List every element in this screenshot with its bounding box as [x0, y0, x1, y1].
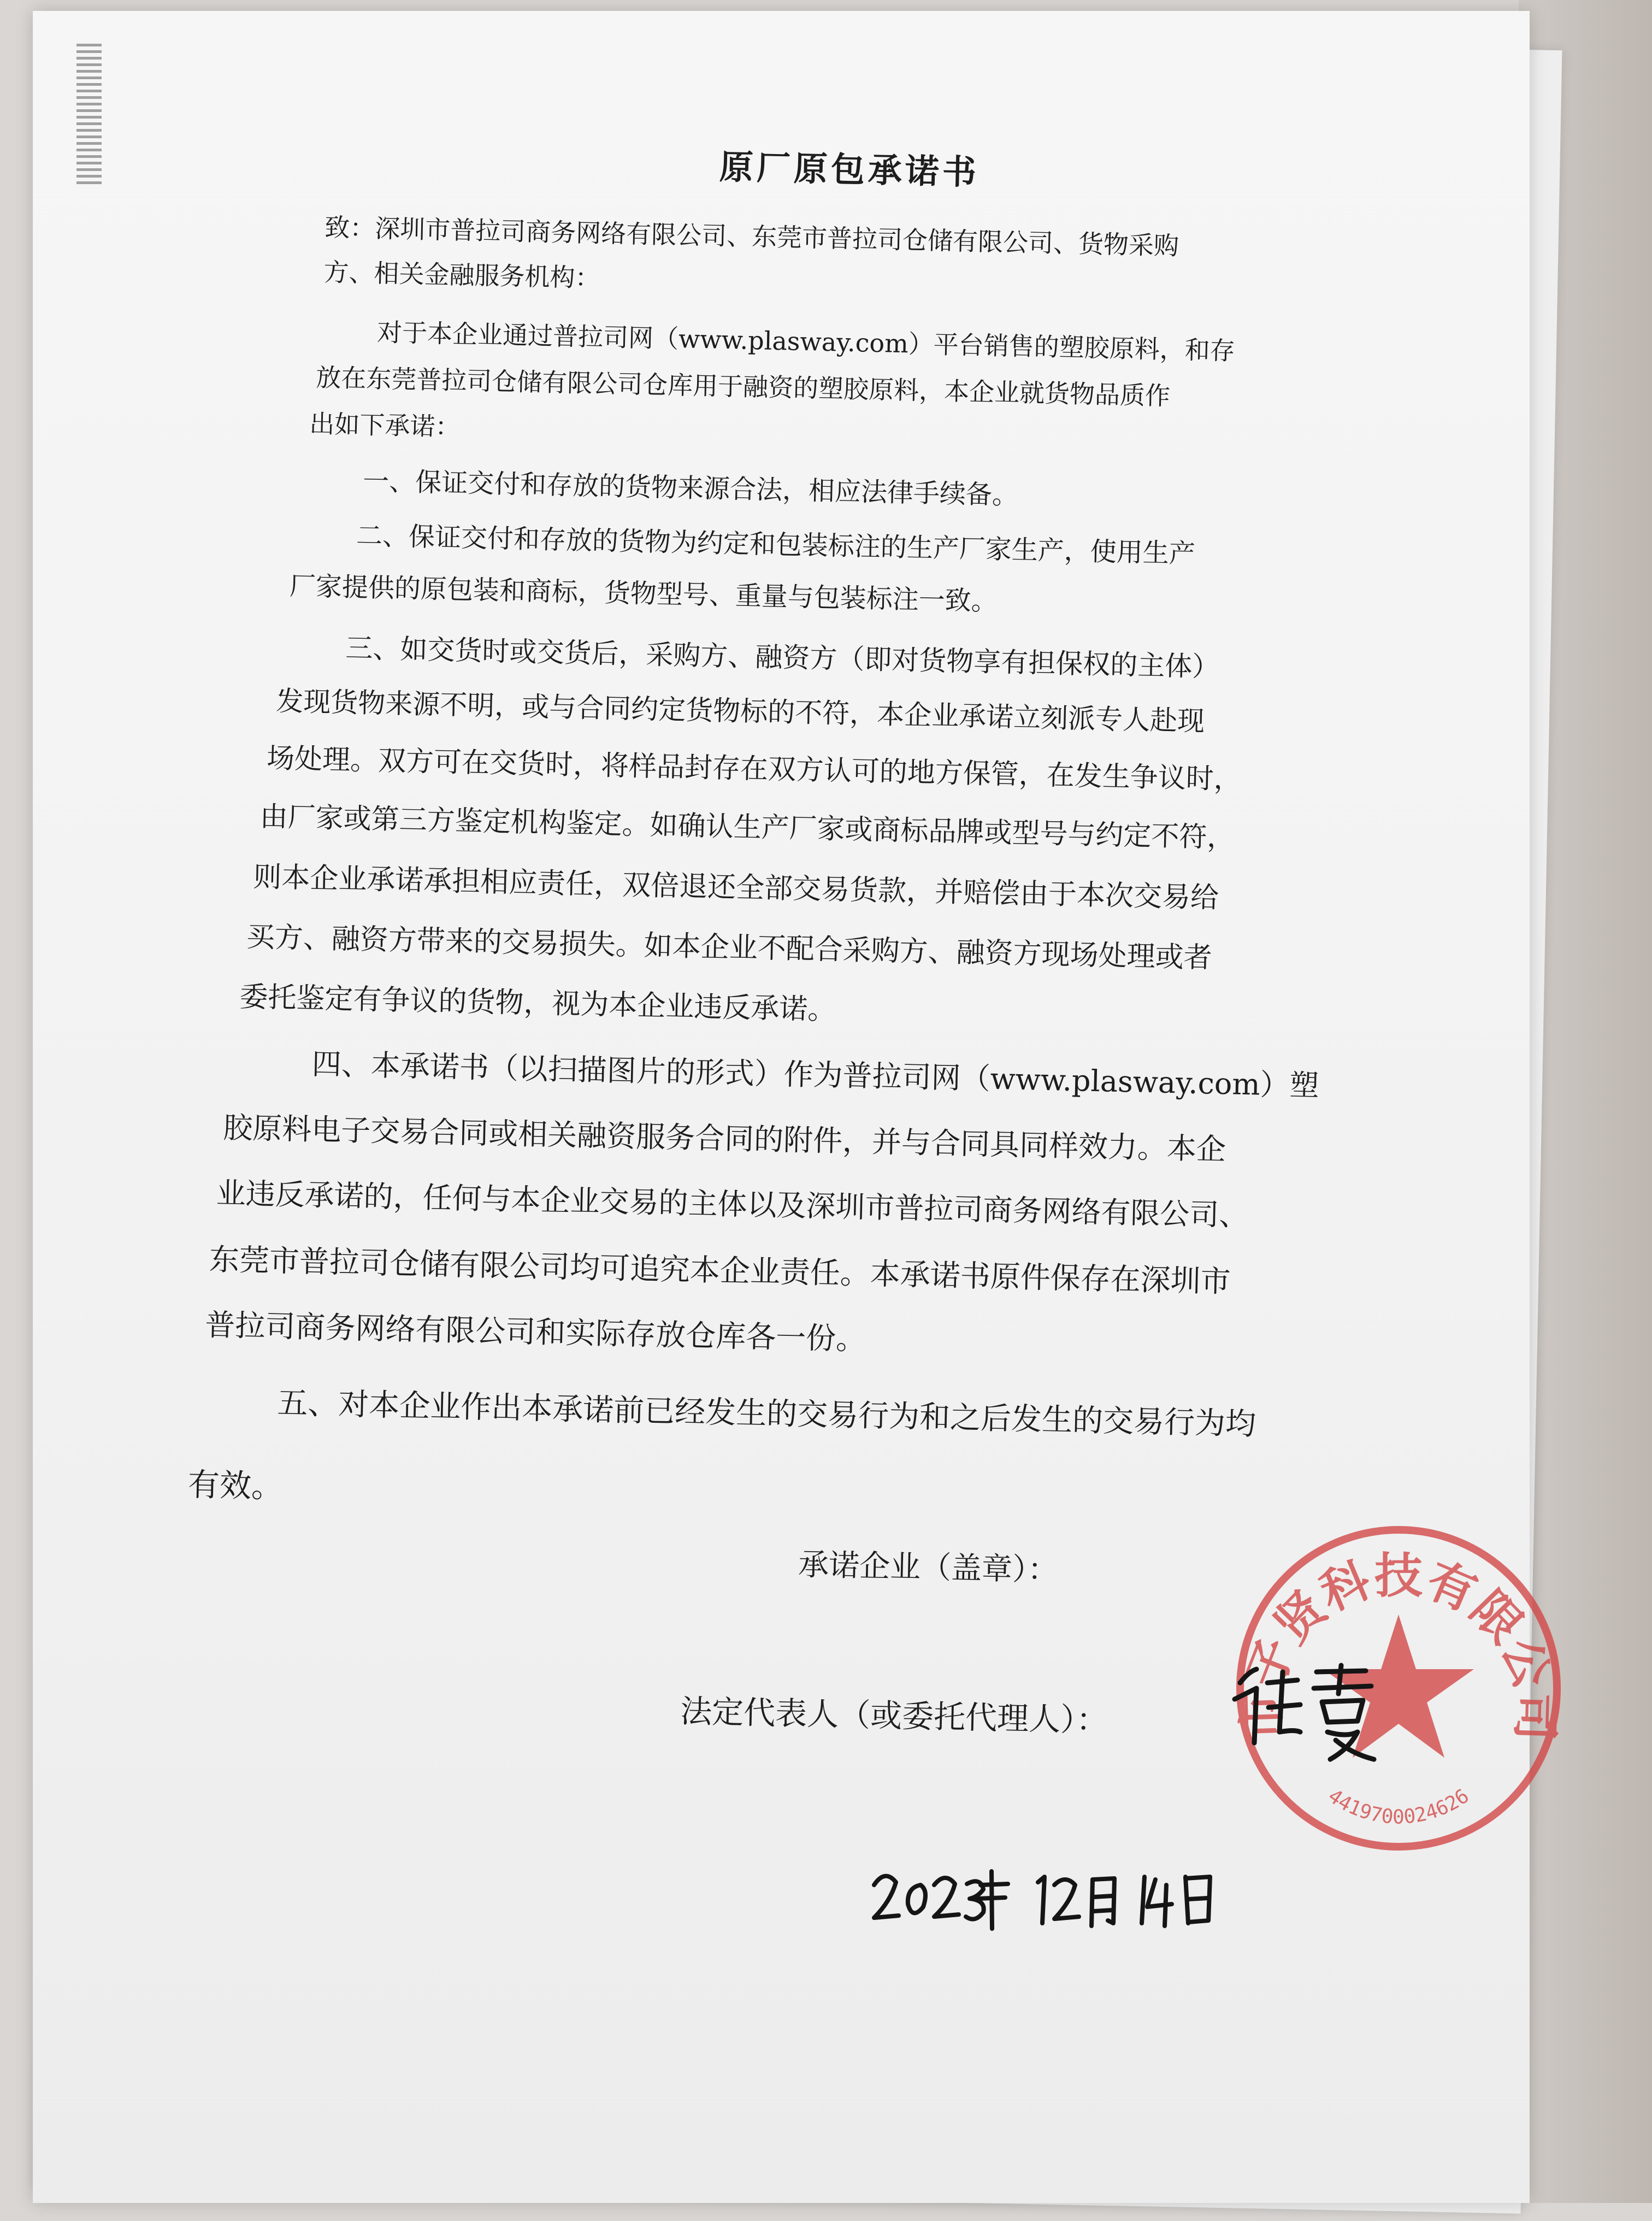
clause-1-line: 一、保证交付和存放的货物来源合法，相应法律手续备。	[362, 466, 1019, 511]
clause-3-line: 发现货物来源不明，或与合同约定货物标的不符，本企业承诺立刻派专人赴现	[275, 685, 1205, 738]
clause-3-line: 场处理。双方可在交货时，将样品封存在双方认可的地方保管，在发生争议时，	[266, 742, 1242, 796]
representative-label: 法定代表人（或委托代理人）：	[680, 1692, 1108, 1739]
clause-2-line: 二、保证交付和存放的货物为约定和包装标注的生产厂家生产，使用生产	[356, 520, 1196, 569]
clause-3-line: 三、如交货时或交货后，采购方、融资方（即对货物享有担保权的主体）	[345, 632, 1220, 683]
intro-line: 出如下承诺：	[309, 409, 461, 442]
clause-3-line: 由厂家或第三方鉴定机构鉴定。如确认生产厂家或商标品牌或型号与约定不符，	[259, 800, 1236, 855]
clause-3-line: 委托鉴定有争议的货物，视为本企业违反承诺。	[239, 980, 836, 1027]
clause-4-line: 业违反承诺的，任何与本企业交易的主体以及深圳市普拉司商务网络有限公司、	[216, 1175, 1249, 1233]
intro-line: 放在东莞普拉司仓储有限公司仓库用于融资的塑胶原料，本企业就货物品质作	[315, 362, 1171, 411]
document-title: 原厂原包承诺书	[719, 146, 980, 192]
intro-line: 对于本企业通过普拉司网（www.plasway.com）平台销售的塑胶原料，和存	[376, 317, 1236, 366]
clause-3-line: 则本企业承诺承担相应责任，双倍退还全部交易货款，并赔偿由于本次交易给	[252, 861, 1219, 915]
stamp-registration-code: 4419700024626	[1324, 1784, 1473, 1829]
addressee-line: 致：深圳市普拉司商务网络有限公司、东莞市普拉司仓储有限公司、货物采购	[324, 212, 1179, 261]
clause-4-line: 普拉司商务网络有限公司和实际存放仓库各一份。	[204, 1307, 866, 1357]
clause-2-line: 厂家提供的原包装和商标，货物型号、重量与包装标注一致。	[289, 570, 998, 617]
clause-3-line: 买方、融资方带来的交易损失。如本企业不配合采购方、融资方现场处理或者	[246, 921, 1213, 975]
clause-4-line: 东莞市普拉司仓储有限公司均可追究本企业责任。本承诺书原件保存在深圳市	[209, 1241, 1231, 1299]
clause-5-line: 五、对本企业作出本承诺前已经发生的交易行为和之后发生的交易行为均	[276, 1385, 1256, 1442]
stamp-company-name: 市子贤科技有限公司	[1232, 1547, 1565, 1742]
handwritten-date	[869, 1847, 1218, 1940]
clause-4-line: 胶原料电子交易合同或相关融资服务合同的附件，并与合同具同样效力。本企	[222, 1110, 1226, 1167]
clause-5-line: 有效。	[187, 1465, 284, 1505]
handwritten-signature	[1218, 1650, 1382, 1770]
addressee-line: 方、相关金融服务机构：	[323, 257, 601, 293]
clause-4-line: 四、本承诺书（以扫描图片的形式）作为普拉司网（www.plasway.com）塑	[311, 1046, 1320, 1103]
company-seal-label: 承诺企业（盖章）：	[798, 1547, 1059, 1588]
